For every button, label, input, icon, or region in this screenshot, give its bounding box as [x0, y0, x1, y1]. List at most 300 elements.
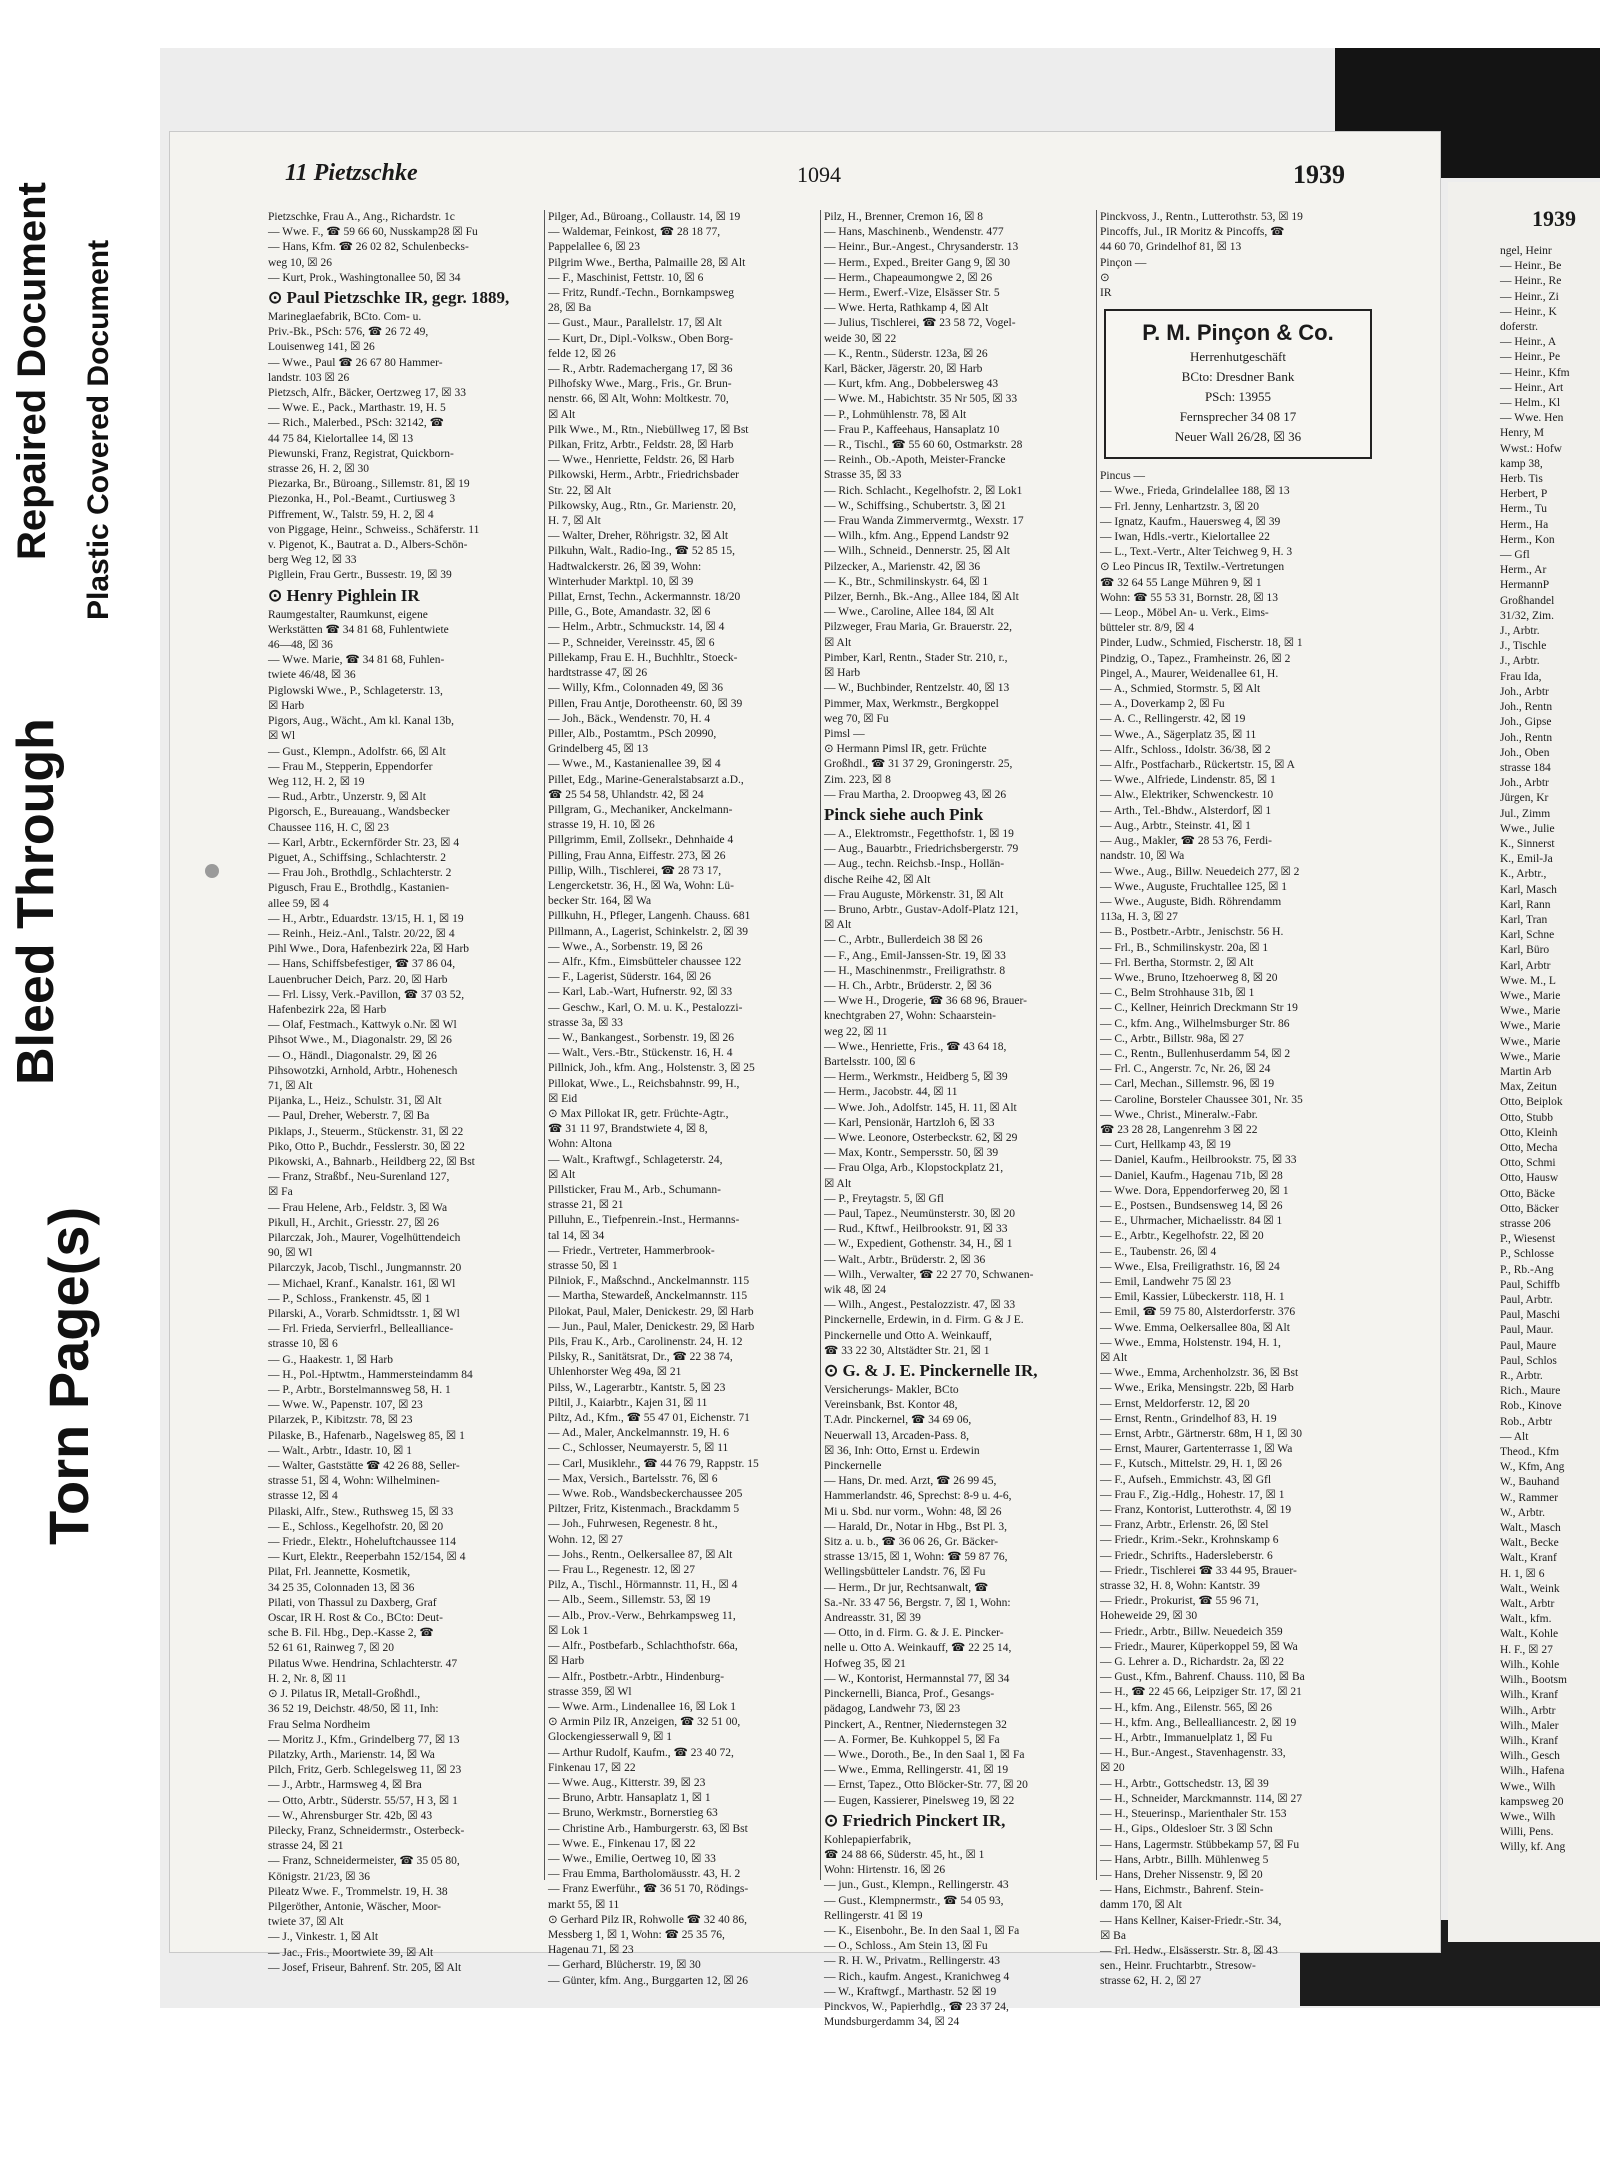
directory-entry-line: Winterhuder Marktpl. 10, ☒ 39 — [548, 575, 694, 588]
directory-entry-line: — Hans, Schiffsbefestiger, ☎ 37 86 04, — [268, 958, 456, 971]
adjacent-page-text — [1500, 244, 1570, 1856]
directory-entry-line: — Geschw., Karl, O. M. u. K., Pestalozzi- — [548, 1001, 743, 1014]
directory-entry-line: Hoheweide 29, ☒ 30 — [1100, 1610, 1198, 1623]
directory-entry-line: — F., Ang., Emil-Janssen-Str. 19, ☒ 33 — [824, 949, 1006, 962]
directory-entry-line: — Frau Wanda Zimmervermtg., Wexstr. 17 — [824, 515, 1024, 528]
directory-entry-line: — H., kfm. Ang., Eilenstr. 565, ☒ 26 — [1100, 1701, 1272, 1714]
directory-entry-line: Neuerwall 13, Arcaden-Pass. 8, — [824, 1429, 969, 1442]
directory-entry-line: — Wwe. Emma, Oelkersallee 80a, ☒ Alt — [1100, 1321, 1290, 1334]
directory-entry-line: — Wwe., Alfriede, Lindenstr. 85, ☒ 1 — [1100, 774, 1276, 787]
directory-entry-line: Mi u. Sbd. nur vorm., Wohn: 48, ☒ 26 — [824, 1505, 1002, 1518]
directory-entry-line: — E., Taubenstr. 26, ☒ 4 — [1100, 1245, 1217, 1258]
directory-entry-line: — Alb., Prov.-Verw., Behrkampsweg 11, — [548, 1609, 736, 1622]
directory-entry-line: Pincus — — [1100, 470, 1146, 483]
directory-entry-line: 44 60 70, Grindelhof 81, ☒ 13 — [1100, 241, 1242, 254]
directory-entry-line: felde 12, ☒ 26 — [548, 347, 616, 360]
directory-entry-line: — R., Tischl., ☎ 55 60 60, Ostmarkstr. 28 — [824, 439, 1023, 452]
directory-entry-line: Pincoffs, Jul., IR Moritz & Pincoffs, ☎ — [1100, 226, 1285, 239]
adjacent-entry-line: Paul, Schlos — [1500, 1354, 1557, 1367]
directory-entry-line: — Frau Helene, Arb., Feldstr. 3, ☒ Wa — [268, 1201, 448, 1214]
directory-entry-line: — Gust., Klempn., Adolfstr. 66, ☒ Alt — [268, 745, 446, 758]
directory-entry-line: twiete 46/48, ☒ 36 — [268, 669, 356, 682]
directory-entry-line: — Herm., Chapeaumongwe 2, ☒ 26 — [824, 271, 993, 284]
adjacent-entry-line: Wilh., Bootsm — [1500, 1674, 1567, 1687]
directory-entry-line: — Alfr., Postfacharb., Rückertstr. 15, ☒ A — [1100, 759, 1295, 772]
directory-entry-line: wik 48, ☒ 24 — [824, 1284, 887, 1297]
directory-entry-line: — Ignatz, Kaufm., Hauersweg 4, ☒ 39 — [1100, 515, 1281, 528]
directory-entry-line: — Wwe. Leonore, Osterbeckstr. 62, ☒ 29 — [824, 1131, 1018, 1144]
directory-entry-line: — C., Schlosser, Neumayerstr. 5, ☒ 11 — [548, 1442, 729, 1455]
directory-entry-line: — Hans, Kfm. ☎ 26 02 82, Schulenbecks- — [268, 241, 469, 254]
directory-entry-line: Mundsburgerdamm 34, ☒ 24 — [824, 2016, 960, 2029]
directory-entry-line: — R. H. W., Privatm., Rellingerstr. 43 — [824, 1955, 1001, 1968]
directory-entry-line: Pigusch, Frau E., Brothdlg., Kastanien- — [268, 882, 450, 895]
directory-entry-line: — Frau P., Kaffeehaus, Hansaplatz 10 — [824, 423, 1000, 436]
directory-entry-line: Wohn: ☎ 55 53 31, Bornstr. 28, ☒ 13 — [1100, 591, 1279, 604]
directory-entry-line: — Alw., Elektriker, Schwenckestr. 10 — [1100, 789, 1274, 802]
adjacent-entry-line: — Gfl — [1500, 549, 1530, 562]
directory-entry-line: Pillekamp, Frau E. H., Buchhltr., Stoeck- — [548, 651, 738, 664]
directory-entry-line: — Ernst, Tapez., Otto Blöcker-Str. 77, ☒ 20 — [824, 1779, 1028, 1792]
directory-entry-line: — Wwe. E., Finkenau 17, ☒ 22 — [548, 1837, 696, 1850]
directory-entry-line: Priv.-Bk., PSch: 576, ☎ 26 72 49, — [268, 326, 429, 339]
advertisement-line: Neuer Wall 26/28, ☒ 36 — [1174, 429, 1302, 445]
plastic-covered-label: Plastic Covered Document — [82, 239, 115, 620]
directory-entry-line: 113a, H. 3, ☒ 27 — [1100, 911, 1178, 924]
directory-entry-line: Pilaski, Alfr., Stew., Ruthsweg 15, ☒ 33 — [268, 1505, 454, 1518]
adjacent-entry-line: J., Arbtr. — [1500, 625, 1540, 638]
directory-entry-line: strasse 51, ☒ 4, Wohn: Wilhelminen- — [268, 1475, 440, 1488]
directory-entry-line: Pihsot Wwe., M., Diagonalstr. 29, ☒ 26 — [268, 1034, 452, 1047]
directory-entry-line: — Wwe. W., Papenstr. 107, ☒ 23 — [268, 1399, 423, 1412]
adjacent-entry-line: Otto, Stubb — [1500, 1111, 1554, 1124]
directory-entry-line: — A. C., Rellingerstr. 42, ☒ 19 — [1100, 713, 1246, 726]
directory-entry-line: Pigors, Aug., Wächt., Am kl. Kanal 13b, — [268, 715, 455, 728]
directory-entry-line: — Kurt, Elektr., Reeperbahn 152/154, ☒ 4 — [268, 1551, 466, 1564]
directory-entry-line: — Willy, Kfm., Colonnaden 49, ☒ 36 — [548, 682, 723, 695]
directory-entry-line: Piko, Otto P., Buchdr., Fesslerstr. 30, ☒ 22 — [268, 1140, 465, 1153]
directory-entry-line: — Wwe., Frieda, Grindelallee 188, ☒ 13 — [1100, 485, 1290, 498]
adjacent-entry-line: K., Arbtr., — [1500, 868, 1547, 881]
directory-entry-line: — Walt., Arbtr., Idastr. 10, ☒ 1 — [268, 1444, 412, 1457]
directory-entry-line: ☎ 23 28 28, Langenrehm 3 ☒ 22 — [1100, 1123, 1258, 1136]
directory-entry-line: Piguet, A., Schiffsing., Schlachterstr. 2 — [268, 851, 447, 864]
adjacent-entry-line: P., Wiesenst — [1500, 1233, 1556, 1246]
directory-entry-line: — Wwe., Auguste, Bidh. Röhrendamm — [1100, 895, 1282, 908]
adjacent-entry-line: Karl, Tran — [1500, 913, 1548, 926]
directory-entry-line: — Olaf, Festmach., Kattwyk o.Nr. ☒ Wl — [268, 1019, 457, 1032]
directory-entry-line: — Aug., techn. Reichsb.-Insp., Hollän- — [824, 858, 1005, 871]
directory-entry-line: — Franz, Straßbf., Neu-Surenland 127, — [268, 1171, 450, 1184]
directory-entry-line: — H., Arbtr., Gottschedstr. 13, ☒ 39 — [1100, 1777, 1269, 1790]
directory-entry-line: Pimmer, Max, Werkmstr., Bergkoppel — [824, 697, 999, 710]
adjacent-entry-line: — Heinr., Re — [1500, 275, 1562, 288]
directory-entry-line: pädagog, Landwehr 73, ☒ 23 — [824, 1703, 961, 1716]
directory-entry-line: Piltil, J., Kaiarbtr., Kajen 31, ☒ 11 — [548, 1396, 708, 1409]
directory-entry-line: — Frau Auguste, Mörkenstr. 31, ☒ Alt — [824, 888, 1004, 901]
directory-entry-line: — Daniel, Kaufm., Heilbrookstr. 75, ☒ 33 — [1100, 1154, 1297, 1167]
directory-entry-line: — Frl. Jenny, Lenhartzstr. 3, ☒ 20 — [1100, 500, 1260, 513]
directory-entry-line: — Wilh., Verwalter, ☎ 22 27 70, Schwanen- — [824, 1268, 1034, 1281]
directory-entry-line: — Alb., Seem., Sillemstr. 53, ☒ 19 — [548, 1594, 711, 1607]
directory-entry-line: — Frau Olga, Arb., Klopstockplatz 21, — [824, 1162, 1004, 1175]
directory-entry-line: ☒ Alt — [824, 919, 852, 932]
adjacent-entry-line: K., Emil-Ja — [1500, 853, 1553, 866]
directory-entry-line: Pinckert, A., Rentner, Niedernstegen 32 — [824, 1718, 1007, 1731]
directory-entry-line: dische Reihe 42, ☒ Alt — [824, 873, 931, 886]
directory-entry-line: — Christine Arb., Hamburgerstr. 63, ☒ Bst — [548, 1822, 748, 1835]
directory-entry-line: Pilz, A., Tischl., Hörmannstr. 11, H., ☒ 4 — [548, 1579, 738, 1592]
directory-entry-line: — Max, Kontr., Sempersstr. 50, ☒ 39 — [824, 1147, 999, 1160]
directory-column-2 — [548, 210, 818, 1987]
directory-entry-line: — Hans, Arbtr., Billh. Mühlenweg 5 — [1100, 1853, 1269, 1866]
advertisement-line: Fernsprecher 34 08 17 — [1179, 409, 1297, 425]
adjacent-entry-line: P., Rb.-Ang — [1500, 1263, 1554, 1276]
directory-entry-line: 36 52 19, Deichstr. 48/50, ☒ 11, Inh: — [268, 1703, 439, 1716]
directory-entry-line: — Rud., Arbtr., Unzerstr. 9, ☒ Alt — [268, 791, 426, 804]
directory-entry-line: — Reinh., Heiz.-Anl., Talstr. 20/22, ☒ 4 — [268, 927, 455, 940]
directory-entry-line: — C., Arbtr., Billstr. 98a, ☒ 27 — [1100, 1032, 1244, 1045]
directory-column-3 — [824, 210, 1094, 2029]
directory-entry-line: Pilkowski, Herm., Arbtr., Friedrichsbader — [548, 469, 740, 482]
directory-entry-line: ☎ 33 22 30, Altstädter Str. 21, ☒ 1 — [824, 1344, 990, 1357]
directory-entry-line: — W., Schiffsing., Schubertstr. 3, ☒ 21 — [824, 499, 1006, 512]
directory-entry-line: Pindzig, O., Tapez., Framheinstr. 26, ☒ 2 — [1100, 652, 1291, 665]
adjacent-entry-line: Joh., Rentn — [1500, 731, 1553, 744]
directory-entry-line: Pille, G., Bote, Amandastr. 32, ☒ 6 — [548, 606, 711, 619]
adjacent-entry-line: J., Arbtr. — [1500, 655, 1540, 668]
directory-entry-line: — Emil, Kassier, Lübeckerstr. 118, H. 1 — [1100, 1291, 1285, 1304]
directory-entry-line: — Frau Martha, 2. Droopweg 43, ☒ 26 — [824, 788, 1007, 801]
adjacent-entry-line: W., Kfm, Ang — [1500, 1461, 1565, 1474]
directory-entry-line: — J., Arbtr., Harmsweg 4, ☒ Bra — [268, 1779, 422, 1792]
directory-entry-line: Pilaske, B., Hafenarb., Nagelsweg 85, ☒ 1 — [268, 1429, 465, 1442]
adjacent-entry-line: Otto, Mecha — [1500, 1141, 1558, 1154]
directory-entry-line: — C., Rentn., Bullenhuserdamm 54, ☒ 2 — [1100, 1047, 1291, 1060]
advertisement-box — [1104, 309, 1372, 459]
directory-entry-line: Pillmann, A., Lagerist, Schinkelstr. 2, ☒ 39 — [548, 925, 749, 938]
directory-entry-line: Pilk Wwe., M., Rtn., Niebüllweg 17, ☒ Bst — [548, 423, 749, 436]
directory-entry-line: Pilarczak, Joh., Maurer, Vogelhüttendeich — [268, 1232, 461, 1244]
adjacent-entry-line: Walt., Arbtr — [1500, 1598, 1555, 1611]
directory-entry-line: — Hans, Lagermstr. Stübbekamp 57, ☒ Fu — [1100, 1838, 1300, 1851]
directory-entry-line: Pilatus Wwe. Hendrina, Schlachterstr. 47 — [268, 1657, 458, 1670]
directory-entry-line: Kohlepapierfabrik, — [824, 1833, 912, 1846]
adjacent-entry-line: — Heinr., Zi — [1500, 290, 1559, 303]
directory-entry-line: — Hans, Maschinenb., Wendenstr. 477 — [824, 226, 1004, 239]
adjacent-entry-line: Wilh., Kohle — [1500, 1658, 1560, 1671]
directory-entry-line: — Emil, ☎ 59 75 80, Alsterdorferstr. 376 — [1100, 1306, 1296, 1319]
directory-entry-line: — Jac., Fris., Moortwiete 39, ☒ Alt — [268, 1946, 434, 1959]
directory-entry-line: bütteler str. 8/9, ☒ 4 — [1100, 622, 1194, 635]
directory-entry-line: — Joh., Fuhrwesen, Regenestr. 8 ht., — [548, 1518, 718, 1531]
directory-entry-line: nenstr. 66, ☒ Alt, Wohn: Moltkestr. 70, — [548, 393, 729, 406]
adjacent-entry-line: Walt., Becke — [1500, 1537, 1559, 1550]
directory-entry-line: — Wwe., A., Sorbenstr. 19, ☒ 26 — [548, 940, 703, 953]
directory-entry-line: — Gust., Klempnermstr., ☎ 54 05 93, — [824, 1894, 1004, 1907]
adjacent-entry-line: Karl, Arbtr — [1500, 959, 1551, 972]
adjacent-entry-line: Joh., Rentn — [1500, 701, 1553, 714]
adjacent-entry-line: Wwe., Marie — [1500, 1050, 1561, 1063]
directory-entry-line: — Wwe. Rob., Wandsbeckerchaussee 205 — [548, 1488, 743, 1501]
directory-entry-line: — Rich., kaufm. Angest., Kranichweg 4 — [824, 1970, 1010, 1983]
adjacent-entry-line: strasse 206 — [1500, 1218, 1551, 1230]
directory-entry-line: Str. 22, ☒ Alt — [548, 484, 612, 497]
directory-entry-line: becker Str. 164, ☒ Wa — [548, 895, 652, 908]
directory-entry-line: Lauenbrucher Deich, Parz. 20, ☒ Harb — [268, 973, 448, 986]
directory-entry-line: strasse 19, H. 10, ☒ 26 — [548, 819, 655, 832]
adjacent-entry-line: Paul, Schiffb — [1500, 1278, 1560, 1291]
directory-entry-line: — Wwe. Herta, Rathkamp 4, ☒ Alt — [824, 302, 989, 315]
adjacent-entry-line: Paul, Maure — [1500, 1339, 1557, 1352]
directory-entry-line: — K., Eisenbohr., Be. In den Saal 1, ☒ Fa — [824, 1924, 1020, 1937]
directory-entry-line: — Hans Kellner, Kaiser-Friedr.-Str. 34, — [1100, 1914, 1282, 1927]
directory-entry-line: Hagenau 71, ☒ 23 — [548, 1944, 634, 1957]
document-condition-labels — [0, 0, 165, 2177]
directory-entry-line: — Wwe. E., Pack., Marthastr. 19, H. 5 — [268, 402, 446, 415]
directory-entry-line: — W., Kontorist, Hermannstal 77, ☒ 34 — [824, 1672, 1010, 1685]
directory-entry-line: — W., Kraftwgf., Marthastr. 52 ☒ 19 — [824, 1985, 997, 1998]
directory-entry-line: ⊙ Hermann Pimsl IR, getr. Früchte — [824, 743, 987, 756]
directory-entry-line: — Fritz, Rundf.-Techn., Bornkampsweg — [548, 287, 735, 300]
directory-entry-line: Pilss, W., Lagerarbtr., Kantstr. 5, ☒ 23 — [548, 1381, 726, 1394]
directory-entry-line: — Wwe., M., Kastanienallee 39, ☒ 4 — [548, 758, 721, 771]
directory-entry-line: Pinck siehe auch Pink — [824, 804, 984, 824]
directory-column-1 — [268, 210, 540, 1974]
adjacent-entry-line: Wwe., Wilh — [1500, 1810, 1556, 1823]
adjacent-entry-line: Großhandel — [1500, 594, 1555, 607]
directory-entry-line: — Frau Joh., Brothdlg., Schlachterstr. 2 — [268, 867, 452, 880]
directory-entry-line: ☎ 25 54 58, Uhlandstr. 42, ☒ 24 — [548, 788, 704, 801]
directory-entry-line: ☒ Lok 1 — [548, 1624, 589, 1637]
directory-entry-line: ⊙ J. Pilatus IR, Metall-Großhdl., — [268, 1688, 421, 1701]
directory-entry-line: — C., Belm Strohhause 31b, ☒ 1 — [1100, 987, 1255, 1000]
directory-entry-line: — W., Expedient, Gothenstr. 34, H., ☒ 1 — [824, 1238, 1013, 1251]
directory-entry-line: sen., Heinr. Fruchtarbtr., Stresow- — [1100, 1960, 1256, 1973]
directory-entry-line: — Paul, Tapez., Neumünsterstr. 30, ☒ 20 — [824, 1208, 1016, 1220]
directory-entry-line: — F., Aufseh., Emmichstr. 43, ☒ Gfl — [1100, 1473, 1272, 1486]
adjacent-entry-line: Henry, M — [1500, 427, 1544, 440]
directory-entry-line: — C., Arbtr., Bullerdeich 38 ☒ 26 — [824, 934, 983, 947]
directory-entry-line: Messberg 1, ☒ 1, Wohn: ☎ 25 35 76, — [548, 1928, 725, 1941]
directory-entry-line: — W., Bankangest., Sorbenstr. 19, ☒ 26 — [548, 1031, 734, 1044]
adjacent-entry-line: kampsweg 20 — [1500, 1795, 1564, 1808]
directory-entry-line: — Wwe., Emma, Holstenstr. 194, H. 1, — [1100, 1336, 1281, 1349]
directory-entry-line: — Hans, Dreher Nissenstr. 9, ☒ 20 — [1100, 1868, 1263, 1881]
directory-entry-line: — R., Arbtr. Rademachergang 17, ☒ 36 — [548, 363, 733, 376]
directory-entry-line: Pietzschke, Frau A., Ang., Richardstr. 1c — [268, 211, 455, 223]
directory-entry-line: — Wilh., kfm. Ang., Eppend Landstr 92 — [824, 530, 1009, 543]
directory-entry-line: — H. Ch., Arbtr., Brüderstr. 2, ☒ 36 — [824, 979, 992, 992]
directory-entry-line: — P., Schloss., Frankenstr. 45, ☒ 1 — [268, 1292, 431, 1305]
directory-entry-line: — Waldemar, Feinkost, ☎ 28 18 77, — [548, 226, 721, 239]
directory-entry-line: — G., Haakestr. 1, ☒ Harb — [268, 1353, 393, 1366]
directory-entry-line: damm 170, ☒ Alt — [1100, 1899, 1182, 1912]
directory-entry-line: — Frau M., Stepperin, Eppendorfer — [268, 760, 433, 773]
directory-entry-line: Frau Selma Nordheim — [268, 1718, 371, 1731]
column-rule — [1096, 210, 1097, 1880]
directory-entry-line: — Wwe., Emma, Rellingerstr. 41, ☒ 19 — [824, 1764, 1009, 1777]
advertisement-line: BCto: Dresdner Bank — [1181, 369, 1295, 385]
adjacent-entry-line: Otto, Beiplok — [1500, 1096, 1563, 1109]
directory-entry-line: Werkstätten ☎ 34 81 68, Fuhlentwiete — [268, 623, 449, 636]
directory-entry-line: — Franz, Schneidermeister, ☎ 35 05 80, — [268, 1855, 460, 1868]
adjacent-entry-line: Walt., Kohle — [1500, 1628, 1559, 1641]
directory-entry-line: Pilarski, A., Vorarb. Schmidtsstr. 1, ☒ Wl — [268, 1308, 460, 1321]
directory-entry-line: — Joh., Bäck., Wendenstr. 70, H. 4 — [548, 712, 711, 725]
directory-entry-line: strasse 24, ☒ 21 — [268, 1840, 344, 1853]
adjacent-entry-line: Wilh., Gesch — [1500, 1750, 1560, 1763]
directory-entry-line: — Emil, Landwehr 75 ☒ 23 — [1100, 1275, 1232, 1288]
directory-entry-line: 34 25 35, Colonnaden 13, ☒ 36 — [268, 1581, 415, 1594]
directory-entry-line: — Wwe., Emma, Archenholzstr. 36, ☒ Bst — [1100, 1367, 1299, 1380]
adjacent-entry-line: Otto, Schmi — [1500, 1157, 1556, 1170]
adjacent-entry-line: J., Tischle — [1500, 640, 1547, 653]
adjacent-entry-line: Herm., Tu — [1500, 503, 1547, 516]
repaired-document-label: Repaired Document — [10, 182, 54, 560]
directory-entry-line: — Martha, Stewardeß, Anckelmannstr. 115 — [548, 1290, 748, 1303]
directory-entry-line: — Aug., Arbtr., Steinstr. 41, ☒ 1 — [1100, 819, 1251, 832]
adjacent-entry-line: Karl, Büro — [1500, 944, 1550, 957]
directory-entry-line: — Karl, Arbtr., Eckernförder Str. 23, ☒ 4 — [268, 836, 460, 849]
directory-entry-line: landstr. 103 ☒ 26 — [268, 371, 350, 384]
directory-entry-line: ☒ Alt — [1100, 1352, 1128, 1364]
adjacent-entry-line: Wwe., Marie — [1500, 1005, 1561, 1018]
directory-entry-line: — Frl. Bertha, Stormstr. 2, ☒ Alt — [1100, 956, 1254, 969]
directory-entry-line: Wohn: Altona — [548, 1138, 612, 1151]
directory-entry-line: Pijanka, L., Heiz., Schulstr. 31, ☒ Alt — [268, 1095, 442, 1108]
directory-entry-line: Pileatz Wwe. F., Trommelstr. 19, H. 38 — [268, 1885, 448, 1898]
adjacent-entry-line: H. F., ☒ 27 — [1500, 1643, 1553, 1656]
directory-entry-line: Weg 112, H. 2, ☒ 19 — [268, 775, 365, 788]
directory-entry-line: — jun., Gust., Klempn., Rellingerstr. 43 — [824, 1879, 1009, 1892]
directory-entry-line: tal 14, ☒ 34 — [548, 1229, 605, 1242]
directory-entry-line: — Wwe. Joh., Adolfstr. 145, H. 11, ☒ Alt — [824, 1101, 1017, 1114]
directory-entry-line: Rellingerstr. 41 ☒ 19 — [824, 1909, 923, 1922]
directory-entry-line: — Carl, Musiklehr., ☎ 44 76 79, Rappstr. 15 — [548, 1457, 759, 1470]
adjacent-entry-line: Karl, Masch — [1500, 883, 1557, 896]
directory-entry-line: ☒ Harb — [824, 667, 861, 680]
directory-entry-line: Pils, Frau K., Arb., Carolinenstr. 24, H. 12 — [548, 1336, 743, 1349]
directory-entry-line: — Reinh., Ob.-Apoth, Meister-Francke — [824, 454, 1006, 467]
directory-entry-line: markt 55, ☒ 11 — [548, 1898, 620, 1911]
directory-entry-line: Pikull, H., Archit., Griesstr. 27, ☒ 26 — [268, 1216, 439, 1229]
directory-entry-line: — Frau Emma, Bartholomäusstr. 43, H. 2 — [548, 1868, 741, 1881]
directory-entry-line: Pikowski, A., Bahnarb., Heildberg 22, ☒ Bst — [268, 1155, 475, 1168]
directory-entry-line: H. 7, ☒ Alt — [548, 515, 601, 528]
directory-entry-line: Pillsticker, Frau M., Arb., Schumann- — [548, 1184, 721, 1196]
directory-entry-line: — H., Arbtr., Immanuelplatz 1, ☒ Fu — [1100, 1732, 1273, 1745]
directory-entry-line: — Otto, in d. Firm. G. & J. E. Pincker- — [824, 1627, 1004, 1640]
directory-entry-line: knechtgraben 27, Wohn: Schaarstein- — [824, 1010, 996, 1023]
directory-entry-line: — Frl., B., Schmilinskystr. 20a, ☒ 1 — [1100, 941, 1269, 954]
directory-entry-line: Piezonka, H., Pol.-Beamt., Curtiusweg 3 — [268, 493, 456, 506]
directory-entry-line: berg Weg 12, ☒ 33 — [268, 554, 357, 567]
directory-entry-line: — Leop., Möbel An- u. Verk., Eims- — [1100, 607, 1269, 620]
directory-entry-line: Pihl Wwe., Dora, Hafenbezirk 22a, ☒ Harb — [268, 943, 470, 956]
directory-entry-line: — L., Text.-Vertr., Alter Teichweg 9, H. 3 — [1100, 546, 1293, 559]
directory-entry-line: — Friedr., Elektr., Hoheluftchaussee 114 — [268, 1536, 457, 1549]
adjacent-entry-line: Wwe., Marie — [1500, 989, 1561, 1002]
directory-entry-line: Uhlenhorster Weg 49a, ☒ 21 — [548, 1366, 682, 1379]
directory-entry-line: Pilsky, R., Sanitätsrat, Dr., ☎ 22 38 74, — [548, 1351, 733, 1364]
directory-entry-line: — Heinr., Bur.-Angest., Chrysanderstr. 13 — [824, 241, 1019, 254]
directory-entry-line: — E., Schloss., Kegelhofstr. 20, ☒ 20 — [268, 1520, 444, 1533]
directory-entry-line: — A., Doverkamp 2, ☒ Fu — [1100, 698, 1225, 711]
directory-entry-line: nelle u. Otto A. Weinkauff, ☎ 22 25 14, — [824, 1642, 1012, 1655]
directory-entry-line: — Wwe., Christ., Mineralw.-Fabr. — [1100, 1108, 1258, 1121]
directory-entry-line: Louisenweg 141, ☒ 26 — [268, 341, 375, 354]
adjacent-entry-line: Max, Zeitun — [1500, 1081, 1557, 1094]
directory-entry-line: Finkenau 17, ☒ 22 — [548, 1761, 636, 1774]
directory-entry-line: Pilzer, Bernh., Bk.-Ang., Allee 184, ☒ Alt — [824, 591, 1019, 604]
directory-entry-line: — Hans, Dr. med. Arzt, ☎ 26 99 45, — [824, 1475, 997, 1488]
adjacent-entry-line: Otto, Bäcke — [1500, 1187, 1555, 1200]
adjacent-entry-line: Joh., Arbtr — [1500, 777, 1549, 790]
adjacent-entry-line: Theod., Kfm — [1500, 1446, 1560, 1459]
directory-entry-line: Hadtwalckerstr. 26, ☒ 39, Wohn: — [548, 560, 702, 573]
adjacent-entry-line: Rich., Maure — [1500, 1385, 1561, 1398]
directory-entry-line: Pilger, Ad., Büroang., Collaustr. 14, ☒ 19 — [548, 211, 741, 223]
directory-entry-line: strasse 62, H. 2, ☒ 27 — [1100, 1975, 1202, 1988]
adjacent-entry-line: Rob., Kinove — [1500, 1400, 1562, 1413]
directory-entry-line: — Alfr., Schloss., Idolstr. 36/38, ☒ 2 — [1100, 743, 1271, 756]
directory-entry-line: — Jun., Paul, Maler, Denickestr. 29, ☒ Harb — [548, 1320, 755, 1333]
adjacent-entry-line: — Wwe. Hen — [1500, 412, 1564, 425]
directory-entry-line: Versicherungs- Makler, BCto — [824, 1384, 959, 1397]
directory-entry-line: — O., Händl., Diagonalstr. 29, ☒ 26 — [268, 1049, 437, 1062]
directory-entry-line: Piezarka, Br., Büroang., Sillemstr. 81, ☒ 19 — [268, 478, 470, 491]
directory-entry-line: — Wwe. M., Habichtstr. 35 Nr 505, ☒ 33 — [824, 393, 1018, 406]
adjacent-entry-line: W., Rammer — [1500, 1491, 1559, 1504]
directory-entry-line: — Bruno, Arbtr., Gustav-Adolf-Platz 121, — [824, 903, 1019, 916]
directory-entry-line: — Moritz J., Kfm., Grindelberg 77, ☒ 13 — [268, 1733, 460, 1746]
directory-entry-line: — W., Ahrensburger Str. 42b, ☒ 43 — [268, 1809, 433, 1822]
directory-entry-line: Pillat, Ernst, Techn., Ackermannstr. 18/20 — [548, 591, 741, 604]
directory-entry-line: — Eugen, Kassierer, Pinelsweg 19, ☒ 22 — [824, 1794, 1015, 1807]
directory-entry-line: — Franz, Arbtr., Erlenstr. 26, ☒ Stel — [1100, 1519, 1269, 1532]
directory-entry-line: — Wwe., Aug., Billw. Neuedeich 277, ☒ 2 — [1100, 865, 1300, 878]
directory-entry-line: — K., Rentn., Süderstr. 123a, ☒ 26 — [824, 347, 988, 360]
directory-entry-line: — A., Schmied, Stormstr. 5, ☒ Alt — [1100, 683, 1261, 696]
directory-entry-line: — B., Postbetr.-Arbtr., Jenischstr. 56 H. — [1100, 926, 1284, 939]
directory-entry-line: Pillen, Frau Antje, Dorotheenstr. 60, ☒ 39 — [548, 697, 743, 710]
directory-entry-line: strasse 10, ☒ 6 — [268, 1338, 338, 1351]
directory-entry-line: — Arth., Tel.-Bhdw., Alsterdorf, ☒ 1 — [1100, 804, 1272, 817]
directory-entry-line: ☒ Harb — [548, 1655, 585, 1668]
directory-entry-line: Chaussee 116, H. C, ☒ 23 — [268, 821, 390, 834]
directory-entry-line: — Iwan, Hdls.-vertr., Kielortallee 22 — [1100, 531, 1270, 544]
directory-entry-line: — C., Kellner, Heinrich Dreckmann Str 19 — [1100, 1002, 1298, 1015]
directory-entry-line: Pilhofsky Wwe., Marg., Fris., Gr. Brun- — [548, 378, 732, 391]
directory-entry-line: — Rud., Kftwf., Heilbrookstr. 91, ☒ 33 — [824, 1223, 1008, 1236]
adjacent-entry-line: Herbert, P — [1500, 488, 1548, 501]
adjacent-entry-line: Wilh., Maler — [1500, 1719, 1559, 1732]
directory-entry-line: ☒ Eid — [548, 1092, 578, 1105]
directory-entry-line: Bartelsstr. 100, ☒ 6 — [824, 1055, 916, 1068]
adjacent-entry-line: Willi, Pens. — [1500, 1826, 1554, 1839]
directory-entry-line: — Gust., Maur., Parallelstr. 17, ☒ Alt — [548, 317, 722, 330]
adjacent-entry-line: Wilh., Hafena — [1500, 1765, 1565, 1778]
directory-entry-line: 90, ☒ Wl — [268, 1247, 313, 1260]
directory-entry-line: strasse 50, ☒ 1 — [548, 1260, 618, 1273]
directory-entry-line: — Wwe., Erika, Mensingstr. 22b, ☒ Harb — [1100, 1382, 1294, 1395]
adjacent-entry-line: Otto, Hausw — [1500, 1172, 1559, 1185]
directory-entry-line: Hammerlandstr. 46, Sprechst: 8-9 u. 4-6, — [824, 1490, 1012, 1503]
directory-entry-line: Pingel, A., Maurer, Weidenallee 61, H. — [1100, 667, 1279, 680]
directory-entry-line: — H., Maschinenmstr., Freiligrathstr. 8 — [824, 964, 1006, 977]
directory-entry-line: ☒ 36, Inh: Otto, Ernst u. Erdewin — [824, 1444, 980, 1457]
